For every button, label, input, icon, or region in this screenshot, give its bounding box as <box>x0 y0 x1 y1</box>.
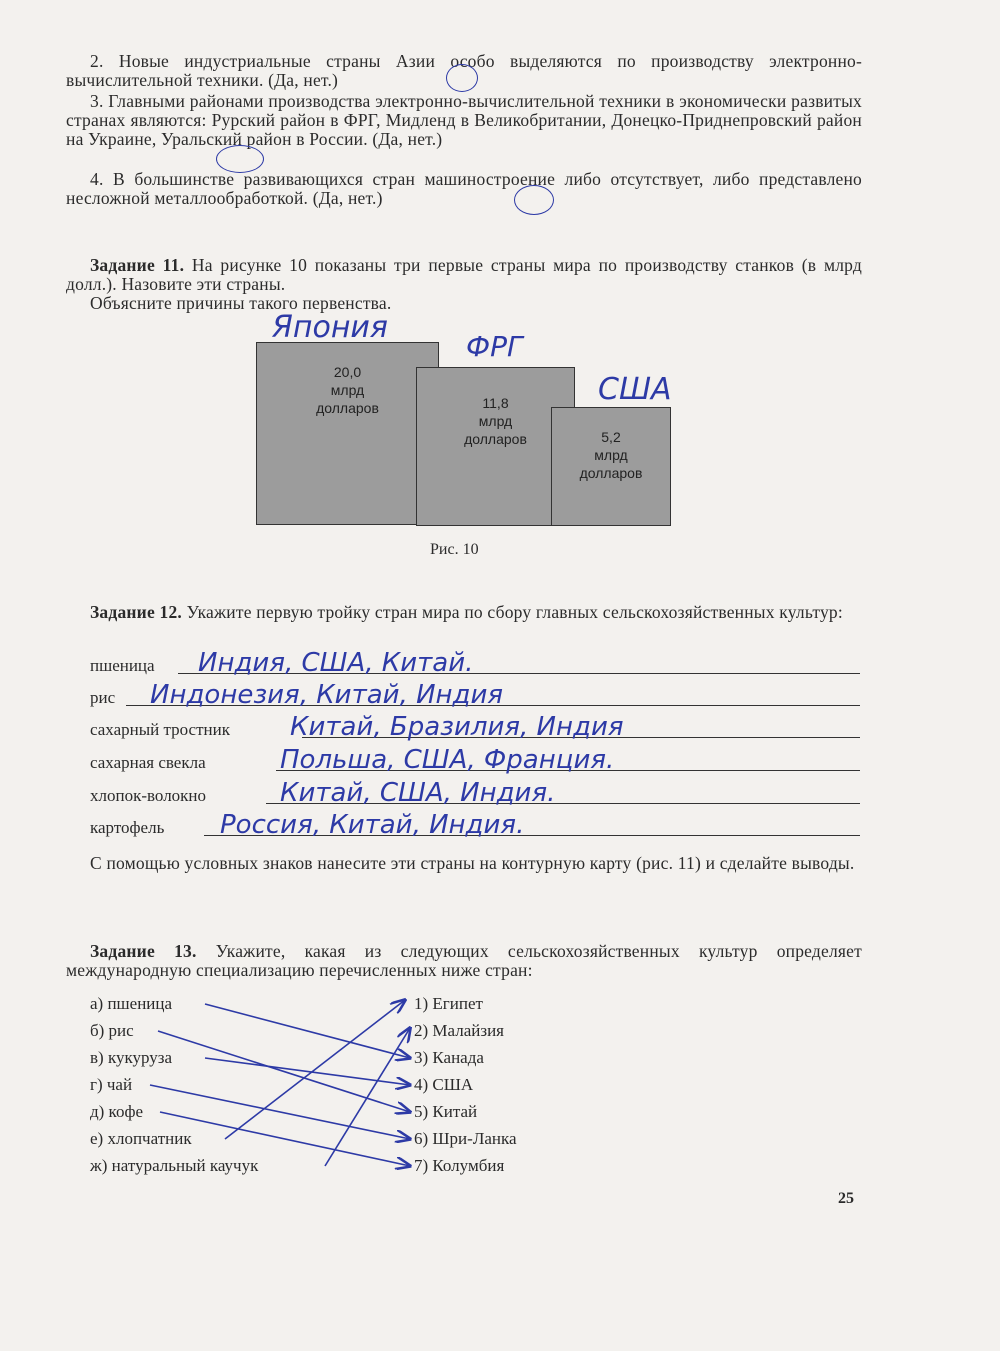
arrow-tea-srilanka <box>150 1085 410 1139</box>
country-item: 7) Колумбия <box>414 1156 505 1175</box>
task12-title: Задание 12. <box>90 602 182 622</box>
country-item: 2) Малайзия <box>414 1021 504 1040</box>
value-label: 5,2 <box>601 429 621 445</box>
crop-label: пшеница <box>90 656 155 675</box>
crop-item: а) пшеница <box>90 994 173 1013</box>
value-label: 11,8 <box>482 395 509 411</box>
crop-item: ж) натуральный каучук <box>90 1156 259 1175</box>
crop-label: картофель <box>90 818 165 837</box>
arrow-cotton-egypt <box>225 1000 405 1139</box>
arrow-corn-usa <box>205 1058 410 1085</box>
unit-label: млрд <box>478 413 513 429</box>
crop-label: сахарная свекла <box>90 753 206 772</box>
handwritten-answer: ФРГ <box>466 330 523 363</box>
unit-label: долларов <box>579 465 643 481</box>
task12-footer: С помощью условных знаков нанесите эти страны на контурную карту (рис. 11) и сделайте выводы. <box>90 853 855 873</box>
unit-label: млрд <box>594 447 628 463</box>
country-item: 5) Китай <box>414 1102 478 1121</box>
task13-title: Задание 13. <box>90 941 197 961</box>
country-item: 6) Шри-Ланка <box>414 1129 517 1148</box>
crop-item: г) чай <box>90 1075 133 1094</box>
handwritten-answer: США <box>598 372 672 407</box>
crop-label: сахарный тростник <box>90 720 230 739</box>
handwritten-answer: Россия, Китай, Индия. <box>220 810 525 840</box>
handwritten-answer: Польша, США, Франция. <box>280 745 615 775</box>
handwritten-answer: Китай, США, Индия. <box>280 778 556 808</box>
crop-item: б) рис <box>90 1021 134 1040</box>
statement-4: 4. В большинстве развивающихся стран машиностроение либо отсутствует, либо представлено несложной металлообработкой. (Да, нет.) <box>66 169 862 208</box>
task11-text2: Объясните причины такого первенства. <box>90 293 392 313</box>
country-item: 4) США <box>414 1075 474 1094</box>
crop-label: рис <box>90 688 116 707</box>
arrow-rubber-malaysia <box>325 1028 410 1166</box>
crop-item: в) кукуруза <box>90 1048 173 1067</box>
country-item: 1) Египет <box>414 994 483 1013</box>
arrow-rice-china <box>158 1031 410 1112</box>
crop-item: д) кофе <box>90 1102 144 1121</box>
statement-2: 2. Новые индустриальные страны Азии особо выделяются по производству электронно-вычислительной техники. (Да, нет.) <box>66 51 862 90</box>
arrow-coffee-colombia <box>160 1112 410 1166</box>
value-label: 20,0 <box>333 364 362 380</box>
task11-question: На рисунке 10 показаны три первые страны мира по производству станков (в млрд долл.). Назовите эти страны. <box>66 255 863 294</box>
figure-caption: Рис. 10 <box>430 541 479 558</box>
page-number: 25 <box>838 1190 854 1207</box>
crop-item: е) хлопчатник <box>90 1129 192 1148</box>
task13-question: Укажите, какая из следующих сельскохозяйственных культур определяет международную специализацию перечисленных ниже стран: <box>66 941 862 980</box>
unit-label: млрд <box>330 382 365 398</box>
crop-label: хлопок-волокно <box>90 786 207 805</box>
handwritten-answer: Китай, Бразилия, Индия <box>290 712 624 742</box>
handwritten-answer: Индонезия, Китай, Индия <box>150 680 504 710</box>
unit-label: долларов <box>464 431 527 447</box>
task12-question: Укажите первую тройку стран мира по сбору главных сельскохозяйственных культур: <box>186 602 843 622</box>
handwritten-answer: Индия, США, Китай. <box>198 648 474 678</box>
arrow-wheat-canada <box>205 1004 410 1058</box>
statement-3: 3. Главными районами производства электронно-вычислительной техники в экономически развитых странах являются: Рурский район в ФРГ, Мидленд в Великобритании, Донецко-Приднепровский район на Украине, Уральский район в России. (Да, нет.) <box>66 91 862 149</box>
handwritten-answer: Япония <box>272 310 388 345</box>
country-item: 3) Канада <box>414 1048 484 1067</box>
task11-title: Задание 11. <box>90 255 185 275</box>
unit-label: долларов <box>316 400 379 416</box>
